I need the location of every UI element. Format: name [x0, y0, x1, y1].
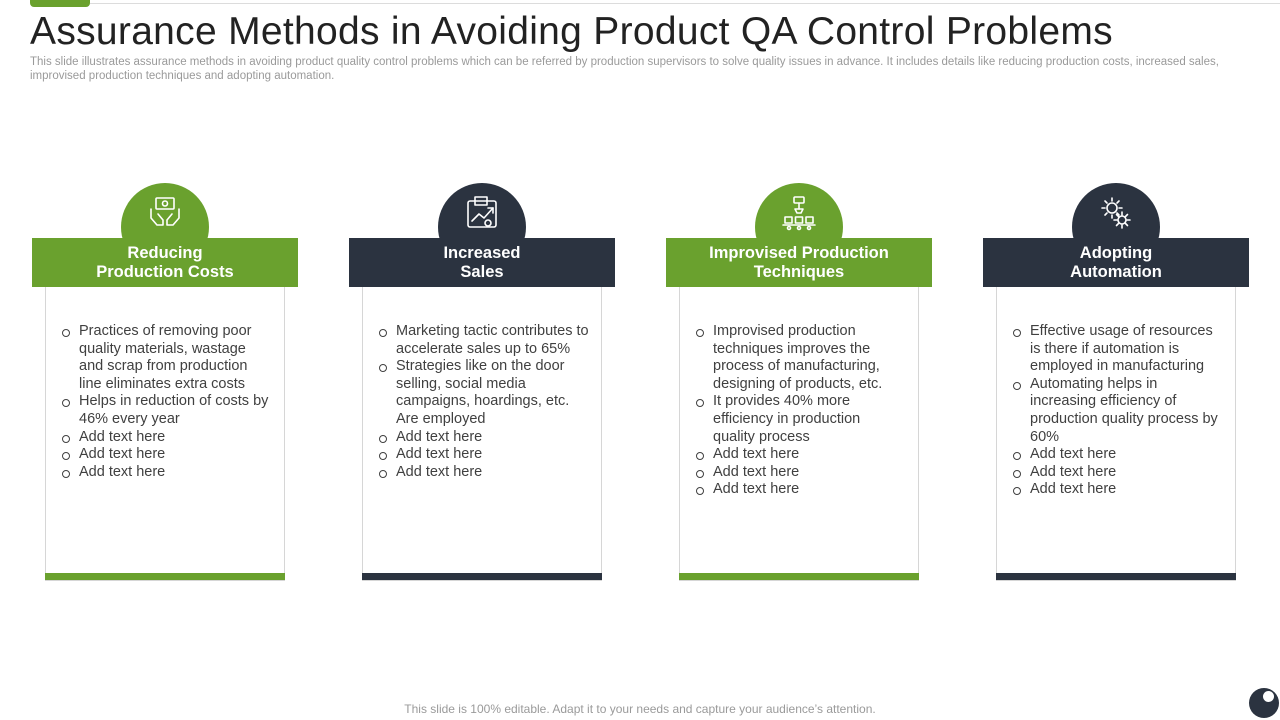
- card-reducing-production-costs: [32, 183, 298, 581]
- page-title: Assurance Methods in Avoiding Product QA Control Problems: [30, 10, 1113, 53]
- card-points: [46, 287, 284, 481]
- card-header: [983, 238, 1249, 287]
- list-item: Add text here: [62, 464, 272, 482]
- card-bottom-bar: [362, 573, 602, 580]
- card-header: [32, 238, 298, 287]
- card-heading-line2: Production Costs: [96, 262, 234, 281]
- card-points: [680, 287, 918, 499]
- list-item: Add text here: [1013, 446, 1223, 464]
- corner-logo-icon: [1249, 688, 1279, 718]
- card-heading-line2: Automation: [1070, 262, 1162, 281]
- list-item: Helps in reduction of costs by 46% every year: [62, 393, 272, 428]
- list-item: Practices of removing poor quality materials, wastage and scrap from production line eliminates extra costs: [62, 323, 272, 393]
- card-body: [45, 287, 285, 581]
- list-item: Add text here: [62, 429, 272, 447]
- card-body: [996, 287, 1236, 581]
- list-item: Add text here: [1013, 464, 1223, 482]
- card-increased-sales: [349, 183, 615, 581]
- card-points: [997, 287, 1235, 499]
- top-accent-bar: [30, 0, 90, 7]
- card-body: [679, 287, 919, 581]
- card-header: [666, 238, 932, 287]
- list-item: Add text here: [1013, 481, 1223, 499]
- card-header: [349, 238, 615, 287]
- page-subtitle: This slide illustrates assurance methods in avoiding product quality control problems which can be referred by production supervisors to solve quality issues in advance. It includes details like reducing production costs, increased sales, improvised production techniques and adopting automation.: [30, 56, 1219, 82]
- footer-note: This slide is 100% editable. Adapt it to your needs and capture your audience’s attention.: [404, 702, 876, 716]
- conveyor-robot-icon: [781, 195, 817, 231]
- list-item: Automating helps in increasing efficiency of production quality process by 60%: [1013, 376, 1223, 446]
- sales-growth-icon: [464, 195, 500, 231]
- list-item: Add text here: [379, 464, 589, 482]
- card-heading-line1: Reducing: [127, 243, 203, 262]
- card-bottom-bar: [45, 573, 285, 580]
- gears-icon: [1098, 195, 1134, 231]
- card-points: [363, 287, 601, 481]
- card-body: [362, 287, 602, 581]
- top-divider: [90, 3, 1280, 4]
- list-item: Add text here: [379, 429, 589, 447]
- list-item: Improvised production techniques improves the process of manufacturing, designing of products, etc.: [696, 323, 906, 393]
- money-hands-icon: [147, 195, 183, 231]
- card-heading-line1: Increased: [443, 243, 521, 262]
- list-item: Add text here: [696, 464, 906, 482]
- card-adopting-automation: [983, 183, 1249, 581]
- list-item: Add text here: [379, 446, 589, 464]
- list-item: Marketing tactic contributes to accelerate sales up to 65%: [379, 323, 589, 358]
- card-improvised-production-techniques: [666, 183, 932, 581]
- card-heading-line2: Sales: [460, 262, 504, 281]
- card-heading-line1: Adopting: [1079, 243, 1153, 262]
- list-item: It provides 40% more efficiency in production quality process: [696, 393, 906, 446]
- list-item: Add text here: [696, 481, 906, 499]
- card-bottom-bar: [996, 573, 1236, 580]
- card-heading-line2: Techniques: [753, 262, 845, 281]
- list-item: Add text here: [696, 446, 906, 464]
- list-item: Add text here: [62, 446, 272, 464]
- card-bottom-bar: [679, 573, 919, 580]
- list-item: Effective usage of resources is there if automation is employed in manufacturing: [1013, 323, 1223, 376]
- card-heading-line1: Improvised Production: [709, 243, 889, 262]
- list-item: Strategies like on the door selling, social media campaigns, hoardings, etc. Are employed: [379, 358, 589, 428]
